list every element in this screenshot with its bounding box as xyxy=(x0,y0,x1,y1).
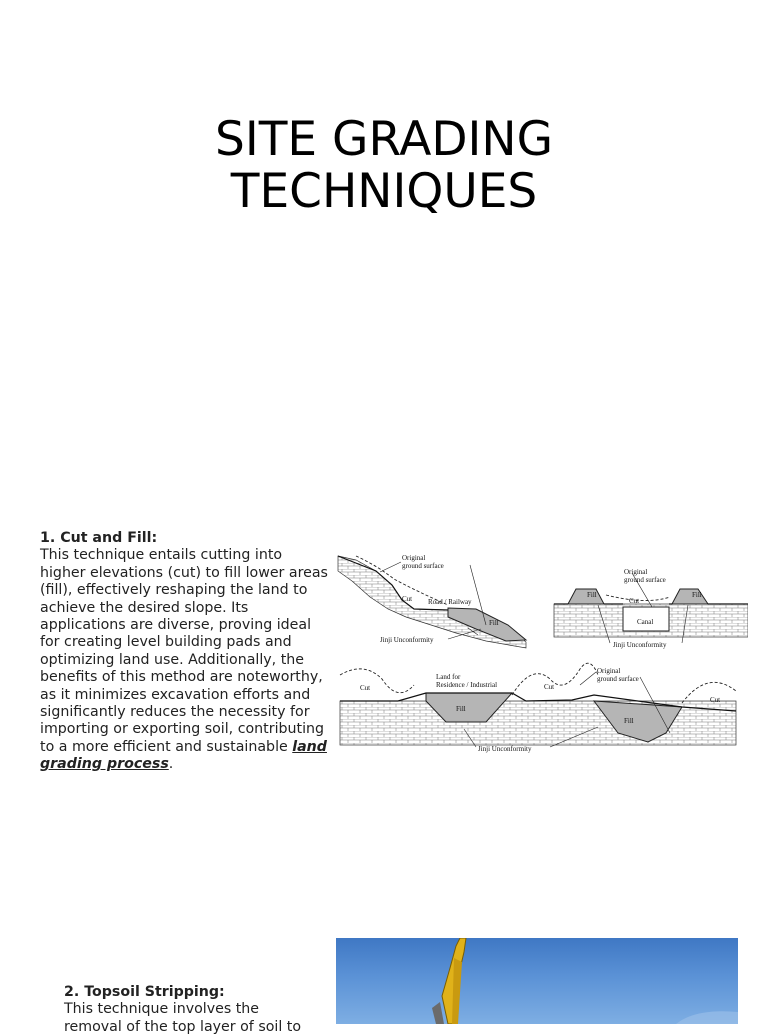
label-fill-3b: Fill xyxy=(624,717,634,725)
excavator-arm-image xyxy=(336,938,738,1024)
title-line-2: TECHNIQUES xyxy=(230,164,538,219)
label-cut-3a: Cut xyxy=(360,684,371,692)
excavator-photo xyxy=(336,938,738,1024)
canal-panel xyxy=(554,568,748,649)
label-fill-2b: Fill xyxy=(692,591,702,599)
label-original-1a: Original xyxy=(402,554,426,562)
label-road-railway: Road / Railway xyxy=(428,598,472,606)
topsoil-stripping-heading: 2. Topsoil Stripping: xyxy=(64,984,225,1000)
title-line-1: SITE GRADING xyxy=(215,112,553,167)
residence-land-panel xyxy=(340,663,736,753)
label-fill-3a: Fill xyxy=(456,705,466,713)
label-canal: Canal xyxy=(637,618,654,626)
label-original-2a: Original xyxy=(624,568,648,576)
fill-region-2a xyxy=(568,589,604,604)
label-jinji-3: Jinji Unconformity xyxy=(478,745,532,753)
topsoil-stripping-line-1: This technique involves the xyxy=(64,1001,260,1018)
page-title xyxy=(0,114,768,218)
label-cut-1: Cut xyxy=(402,595,413,603)
label-original-1b: ground surface xyxy=(402,562,444,570)
topsoil-stripping-line-2: removal of the top layer of soil to xyxy=(64,1018,302,1035)
label-jinji-1: Jinji Unconformity xyxy=(380,636,434,644)
cut-and-fill-trailing: . xyxy=(168,756,174,773)
label-cut-3b: Cut xyxy=(544,683,555,691)
topsoil-stripping-section xyxy=(64,984,324,1036)
cut-and-fill-body: This technique entails cutting into higher elevations (cut) to fill lower areas (fill), effectively reshaping the land to achieve the desired slope. Its applications are diverse, proving ideal for creating level building pads and optimizing land use. Additionally, the benefits of this method are noteworthy, as it minimizes excavation efforts and significantly reduces the necessity for importing or exporting soil, contributing to a more efficient and sustainable xyxy=(40,547,328,755)
fill-region-2b xyxy=(672,589,708,604)
cut-and-fill-diagram xyxy=(336,545,748,760)
label-original-2b: ground surface xyxy=(624,576,666,584)
cut-and-fill-heading: 1. Cut and Fill: xyxy=(40,530,158,546)
label-cut-3c: Cut xyxy=(710,696,721,704)
label-fill-1: Fill xyxy=(489,619,499,627)
label-original-3b: ground surface xyxy=(597,675,639,683)
label-original-3a: Original xyxy=(597,667,621,675)
label-cut-2: Cut xyxy=(629,597,640,605)
label-land-for-a: Land for xyxy=(436,673,461,681)
hillside-road-panel xyxy=(338,554,526,648)
land-grading-process-link[interactable]: land grading process xyxy=(40,738,327,773)
label-land-for-b: Residence / Industrial xyxy=(436,681,498,689)
label-jinji-2: Jinji Unconformity xyxy=(613,641,667,649)
label-fill-2a: Fill xyxy=(587,591,597,599)
cut-and-fill-section xyxy=(40,530,330,774)
